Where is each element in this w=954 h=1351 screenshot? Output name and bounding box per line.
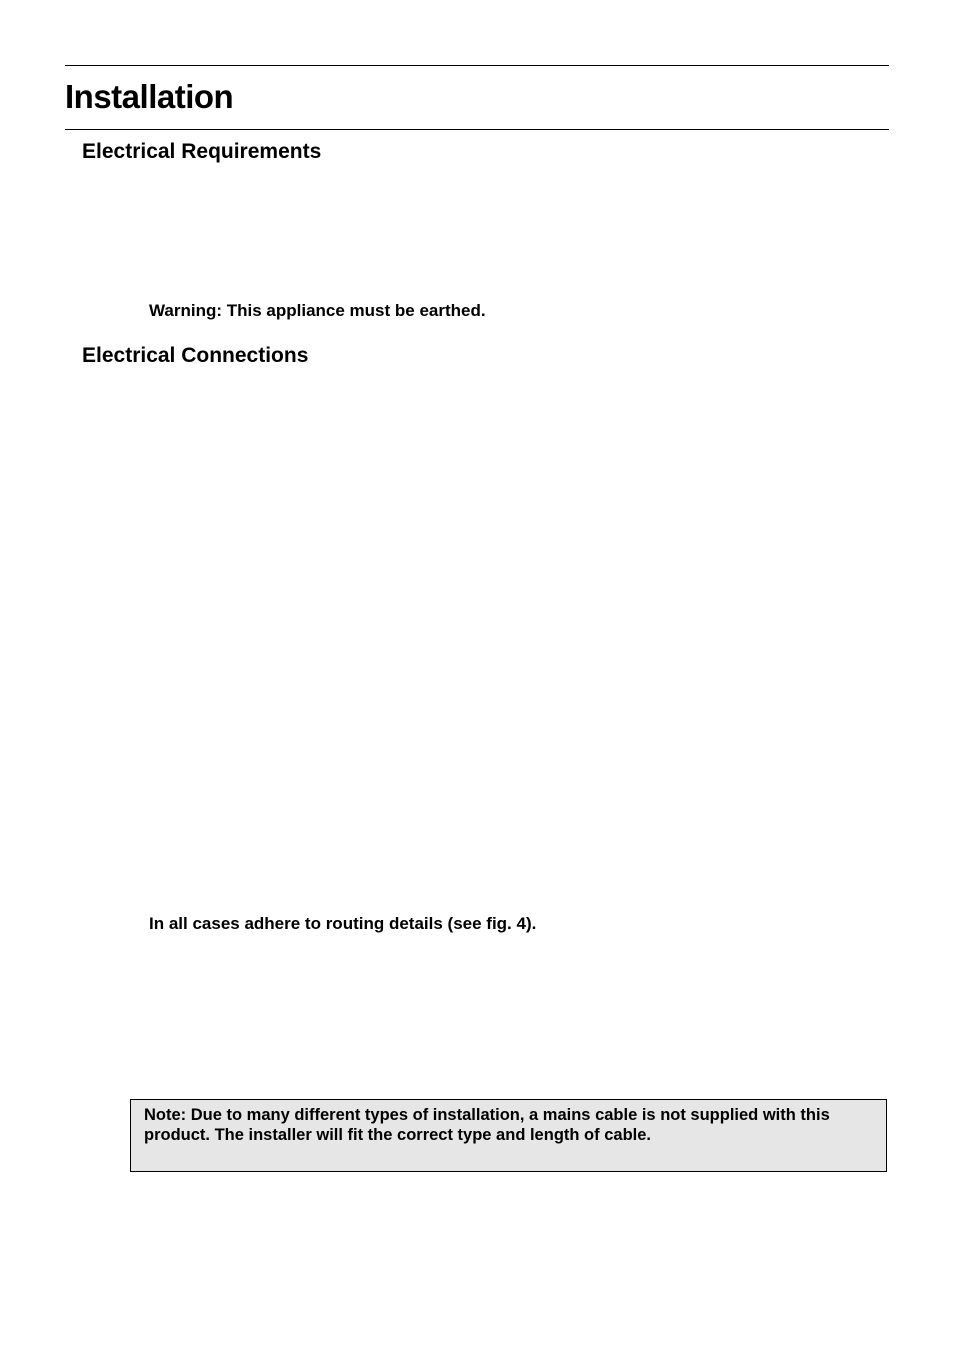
earthing-warning: Warning: This appliance must be earthed. bbox=[149, 301, 486, 320]
section-heading-electrical-connections: Electrical Connections bbox=[82, 344, 309, 367]
note-text: Note: Due to many different types of installation, a mains cable is not supplied with this product. The installer will fit the correct type and length of cable. bbox=[144, 1106, 830, 1144]
routing-instruction: In all cases adhere to routing details (see fig. 4). bbox=[149, 914, 537, 933]
note-box bbox=[130, 1099, 887, 1172]
section-heading-electrical-requirements: Electrical Requirements bbox=[82, 140, 322, 163]
title-top-rule bbox=[65, 65, 889, 66]
title-bottom-rule bbox=[65, 129, 889, 130]
page-title: Installation bbox=[65, 78, 234, 115]
